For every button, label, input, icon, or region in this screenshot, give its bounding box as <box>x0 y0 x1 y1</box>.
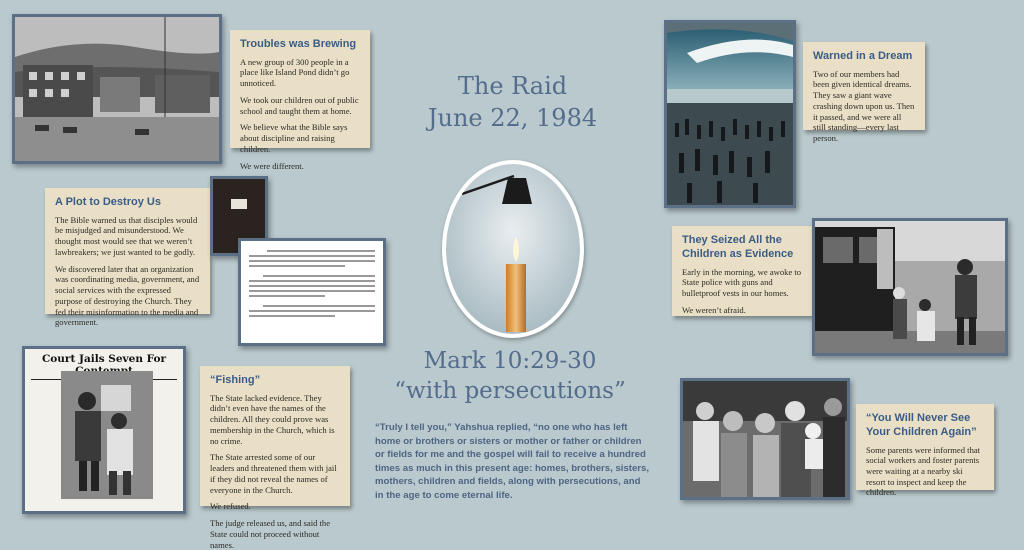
plot-card <box>45 188 210 328</box>
troubles-text-4: We were different. <box>240 160 304 171</box>
newspaper-photo <box>61 371 153 499</box>
newspaper-clipping <box>22 346 186 514</box>
fishing-text-1: The State lacked evidence. They didn’t even have the names of the children. All they could prove was membership in the Church, which is no crime. <box>210 392 335 446</box>
title-line-1: The Raid <box>457 72 568 100</box>
seized-card <box>672 226 812 316</box>
seized-heading: They Seized All the Children as Evidence <box>682 234 794 260</box>
scripture-quote: “Truly I tell you,” Yahshua replied, “no one who has left home or brothers or sisters or mother or father or children or fields for me and the gospel will fail to receive a hundred times as much in this present age: homes, brothers, sisters, mothers, children and fields, along with persecutions, and in the age to come eternal life. <box>375 422 650 502</box>
dream-heading: Warned in a Dream <box>813 50 913 62</box>
never-text-1: Some parents were informed that social workers and foster parents were waiting at a nearby ski resort to inspect and keep the children. <box>866 444 981 498</box>
fishing-heading: “Fishing” <box>210 374 261 386</box>
plot-heading: A Plot to Destroy Us <box>55 196 161 208</box>
dream-text-1: Two of our members had been given identical dreams. They saw a giant wave crashing down upon us. Then it passed, and we were all still standing—every last person. <box>813 68 915 144</box>
never-card <box>856 404 994 498</box>
town-photo-image <box>15 17 219 161</box>
troubles-heading: Troubles was Brewing <box>240 38 357 50</box>
plot-text-2: We discovered later that an organization was coordinating media, government, and social services with the expressed purpose of destroying the Church. They fed their misinformation to the media and government. <box>55 263 200 328</box>
page-title <box>405 70 620 134</box>
document-text-lines <box>249 250 375 317</box>
plot-text-1: The Bible warned us that disciples would be misjudged and misunderstood. We thought most would see that we weren’t lawbreakers; we just wanted to be godly. <box>55 214 198 257</box>
fishing-text-3: We refused. <box>210 501 251 512</box>
wave-photo <box>664 20 796 208</box>
bus-image <box>815 221 1005 353</box>
family-photo <box>680 378 850 500</box>
fishing-text-2: The State arrested some of our leaders and threatened them with jail if they did not reveal the names of everyone in the Church. <box>210 452 337 495</box>
candle-image <box>446 164 580 334</box>
bus-photo <box>812 218 1008 356</box>
wave-image <box>667 23 793 205</box>
newspaper-headline: Court Jails Seven For <box>31 353 177 380</box>
verse-title <box>370 346 650 406</box>
title-line-2: June 22, 1984 <box>427 104 598 132</box>
binder-label <box>231 199 247 209</box>
fishing-text-4: The judge released us, and said the State could not proceed without names. <box>210 518 331 550</box>
dream-card <box>803 42 925 144</box>
verse-line-1: Mark 10:29-30 <box>423 348 597 374</box>
troubles-card <box>230 30 370 171</box>
seized-text-1: Early in the morning, we awoke to State police with guns and bulletproof vests in our homes. <box>682 266 802 298</box>
typed-document <box>238 238 386 346</box>
candle-oval <box>442 160 584 338</box>
town-photo <box>12 14 222 164</box>
never-heading: “You Will Never See Your Children Again” <box>866 412 977 438</box>
family-image <box>683 381 847 497</box>
fishing-card <box>200 366 350 550</box>
verse-line-2: “with persecutions” <box>394 378 626 404</box>
troubles-text-1: A new group of 300 people in a place like Island Pond didn’t go unnoticed. <box>240 56 350 89</box>
troubles-text-3: We believe what the Bible says about discipline and raising children. <box>240 122 348 154</box>
troubles-text-2: We took our children out of public school and taught them at home. <box>240 94 359 116</box>
seized-text-2: We weren’t afraid. <box>682 304 746 315</box>
